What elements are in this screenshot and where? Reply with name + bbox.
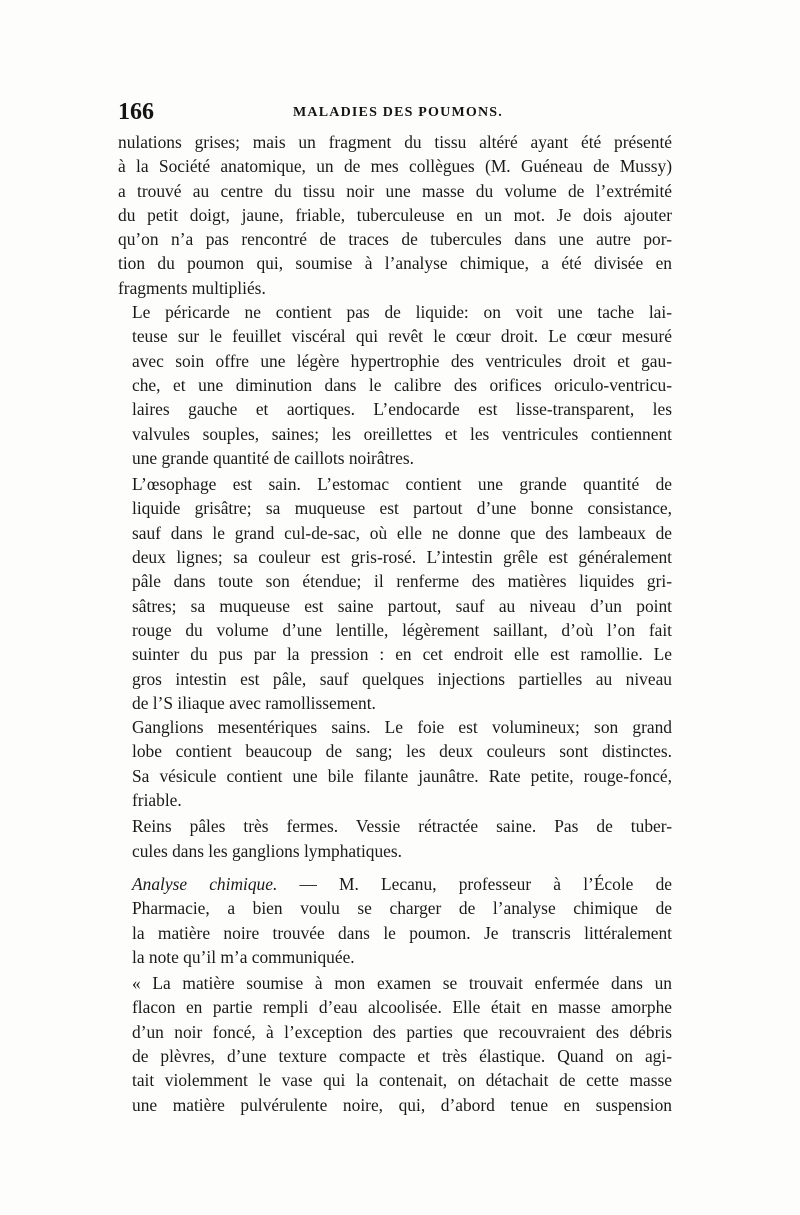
text-line: a trouvé au centre du tissu noir une masse du volume de l’extrémité (118, 180, 672, 201)
paragraph-ganglions-liver (118, 715, 672, 812)
text-line: friable. (132, 790, 182, 811)
text-line: une matière pulvérulente noire, qui, d’abord tenue en suspension (132, 1094, 672, 1115)
text-line: pâle dans toute son étendue; il renferme des matières liquides gri- (132, 571, 672, 592)
text-line: cules dans les ganglions lymphatiques. (132, 840, 402, 861)
text-line: du petit doigt, jaune, friable, tuberculeuse en un mot. Je dois ajouter (118, 204, 672, 225)
text-line: fragments multipliés. (118, 277, 266, 298)
text-line: nulations grises; mais un fragment du tissu altéré ayant été présenté (118, 132, 672, 152)
text-line: tion du poumon qui, soumise à l’analyse chimique, a été divisée en (118, 253, 672, 274)
text-line: L’œsophage est sain. L’estomac contient une grande quantité de (132, 474, 672, 495)
text-line: à la Société anatomique, un de mes collègues (M. Guéneau de Mussy) (118, 156, 672, 177)
text-line: valvules souples, saines; les oreillettes et les ventricules contiennent (132, 423, 672, 444)
page-header (118, 98, 678, 128)
paragraph-quotation (118, 971, 672, 1117)
text-line: de l’S iliaque avec ramollissement. (132, 692, 376, 713)
text-line: liquide grisâtre; sa muqueuse est partout d’une bonne consistance, (132, 498, 672, 519)
text-line: Ganglions mesentériques sains. Le foie est volumineux; son grand (132, 717, 672, 738)
text-line (118, 872, 672, 896)
body-text (118, 130, 672, 1117)
text-line: la note qu’il m’a communiquée. (132, 946, 355, 967)
paragraph-kidneys (118, 814, 672, 863)
text-line: sauf dans le grand cul-de-sac, où elle ne donne que des lambeaux de (132, 522, 672, 543)
text-line: lobe contient beaucoup de sang; les deux couleurs sont distinctes. (132, 741, 672, 762)
text-line: avec soin offre une légère hypertrophie des ventricules droit et gau- (132, 350, 672, 371)
text-line: tait violemment le vase qui la contenait, on détachait de cette masse (132, 1070, 672, 1091)
paragraph-chemical-analysis (118, 872, 672, 969)
running-head: MALADIES DES POUMONS. (293, 105, 503, 120)
text-line: rouge du volume d’une lentille, légèrement saillant, d’où l’on fait (132, 619, 672, 640)
text-line: laires gauche et aortiques. L’endocarde est lisse-transparent, les (132, 399, 672, 420)
text-line: suinter du pus par la pression : en cet endroit elle est ramollie. Le (132, 644, 672, 665)
paragraph-pericardium (118, 300, 672, 470)
text-line: gros intestin est pâle, sauf quelques injections partielles au niveau (132, 668, 672, 689)
text-line: de plèvres, d’une texture compacte et très élastique. Quand on agi- (132, 1045, 672, 1066)
text-line: Le péricarde ne contient pas de liquide: on voit une tache lai- (132, 302, 672, 323)
text-line: Sa vésicule contient une bile filante jaunâtre. Rate petite, rouge-foncé, (132, 765, 672, 786)
text-line: sâtres; sa muqueuse est saine partout, sauf au niveau d’un point (132, 595, 672, 616)
text-line: teuse sur le feuillet viscéral qui revêt le cœur droit. Le cœur mesuré (132, 326, 672, 347)
text-line: Reins pâles très fermes. Vessie rétractée saine. Pas de tuber- (132, 816, 672, 837)
text-fragment: — M. Lecanu, professeur à l’École de (277, 873, 672, 894)
text-line: qu’on n’a pas rencontré de traces de tubercules dans une autre por- (118, 229, 672, 250)
text-line: d’un noir foncé, à l’exception des parties que recouvraient des débris (132, 1021, 672, 1042)
paragraph-digestive (118, 472, 672, 715)
text-line: flacon en partie rempli d’eau alcoolisée. Elle était en masse amorphe (132, 997, 672, 1018)
text-line: deux lignes; sa couleur est gris-rosé. L’intestin grêle est généralement (132, 547, 672, 568)
text-line: « La matière soumise à mon examen se trouvait enfermée dans un (132, 973, 672, 994)
text-line: che, et une diminution dans le calibre des orifices oriculo-ventricu- (132, 374, 672, 395)
text-line: la matière noire trouvée dans le poumon. Je transcris littéralement (132, 922, 672, 943)
page-number: 166 (118, 99, 154, 125)
section-lead: Analyse chimique. (132, 873, 278, 894)
paragraph-lung-findings (118, 130, 672, 300)
text-line: Pharmacie, a bien voulu se charger de l’analyse chimique de (132, 898, 672, 919)
text-line: une grande quantité de caillots noirâtres. (132, 447, 415, 468)
